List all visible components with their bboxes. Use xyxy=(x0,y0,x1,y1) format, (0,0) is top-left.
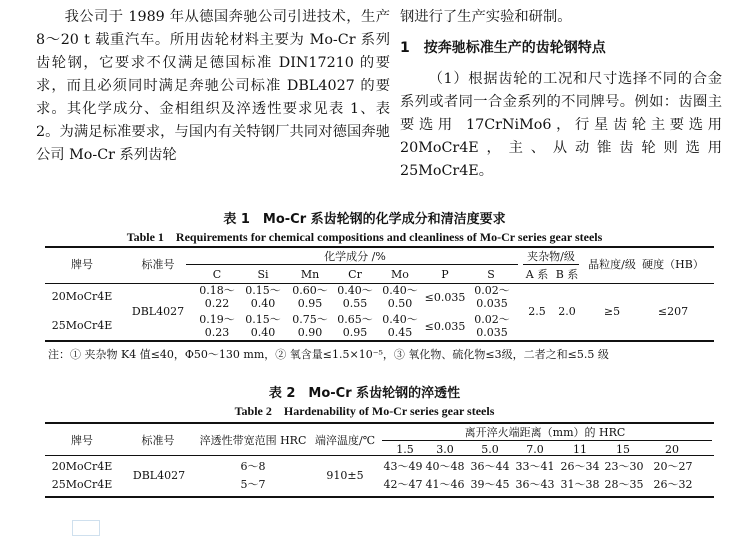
t1-head-grade: 牌号 xyxy=(71,258,93,271)
t1-row2-s-b: 0.035 xyxy=(476,326,508,339)
table2-caption-zh: 表 2 Mo-Cr 系齿轮钢的淬透性 xyxy=(268,386,461,401)
t1-row2-s-a: 0.02～ xyxy=(474,313,510,326)
t1-head-grain: 晶粒度/级 xyxy=(588,258,636,271)
t2-row2-v7: 26～32 xyxy=(653,478,693,491)
t2-head-standard: 标准号 xyxy=(141,434,175,447)
t1-row1-c-a: 0.18～ xyxy=(199,284,235,297)
t2-row1-band: 6～8 xyxy=(240,460,266,473)
table1-note: 注：① 夹杂物 K4 值≤40，Φ50～130 mm，② 氧含量≤1.5×10⁻⁵，③ 氧化物、硫化物≤3级，二者之和≤5.5 级 xyxy=(48,348,609,361)
t1-hardness: ≤207 xyxy=(657,305,689,318)
t1-head-cr: Cr xyxy=(348,268,362,281)
table1-inclusion-rule xyxy=(523,264,579,265)
t1-head-mn: Mn xyxy=(300,268,320,281)
t1-head-mo: Mo xyxy=(391,268,409,281)
t2-row1-v3: 36～44 xyxy=(470,460,510,473)
t2-temp: 910±5 xyxy=(326,469,364,482)
t1-row1-si-a: 0.15～ xyxy=(245,284,281,297)
t2-head-d1: 1.5 xyxy=(396,443,414,456)
t1-standard: DBL4027 xyxy=(131,305,185,318)
t1-head-si: Si xyxy=(257,268,269,281)
continuation-text: 钢进行了生产实验和研制。 xyxy=(400,9,572,25)
table1-bottom-rule xyxy=(45,340,714,342)
t1-head-c: C xyxy=(212,268,222,281)
t1-row1-mo-a: 0.40～ xyxy=(382,284,418,297)
t2-row2-v1: 42～47 xyxy=(383,478,423,491)
t1-row1-mn-b: 0.95 xyxy=(297,297,323,310)
watermark-logo xyxy=(72,520,100,536)
t1-row2-c-a: 0.19～ xyxy=(199,313,235,326)
t2-row2-v2: 41～46 xyxy=(425,478,465,491)
t2-head-d4: 7.0 xyxy=(526,443,544,456)
t1-row2-grade: 25MoCr4E xyxy=(51,319,113,332)
t1-row2-cr-b: 0.95 xyxy=(342,326,368,339)
t1-row1-c-b: 0.22 xyxy=(204,297,230,310)
t2-row2-v3: 39～45 xyxy=(470,478,510,491)
table1-composition-rule xyxy=(186,264,518,265)
t2-row2-band: 5～7 xyxy=(240,478,266,491)
t2-row2-v5: 31～38 xyxy=(560,478,600,491)
t1-row1-mo-b: 0.50 xyxy=(387,297,413,310)
t1-inclusion-a: 2.5 xyxy=(528,305,546,318)
t1-row1-s-a: 0.02～ xyxy=(474,284,510,297)
table2-top-rule xyxy=(45,422,714,424)
t1-row2-si-b: 0.40 xyxy=(250,326,276,339)
t1-head-composition: 化学成分 /% xyxy=(324,250,386,263)
t1-head-a: A 系 xyxy=(525,268,549,281)
t2-row2-v6: 28～35 xyxy=(604,478,644,491)
t2-head-d7: 20 xyxy=(665,443,679,456)
t1-row2-p: ≤0.035 xyxy=(424,320,466,333)
t2-head-distance: 离开淬火端距离（mm）的 HRC xyxy=(464,426,626,439)
t1-row1-cr-b: 0.55 xyxy=(342,297,368,310)
t2-head-d5: 11 xyxy=(573,443,587,456)
t1-head-s: S xyxy=(487,268,495,281)
t1-row2-mo-a: 0.40～ xyxy=(382,313,418,326)
t1-row1-s-b: 0.035 xyxy=(476,297,508,310)
t1-row1-mn-a: 0.60～ xyxy=(292,284,328,297)
table2-bottom-rule xyxy=(45,496,714,498)
table1-caption-en: Table 1 Requirements for chemical compositions and cleanliness of Mo-Cr series gear steels xyxy=(126,230,603,244)
t1-row1-grade: 20MoCr4E xyxy=(51,290,113,303)
t1-head-p: P xyxy=(441,268,449,281)
t2-head-d2: 3.0 xyxy=(436,443,454,456)
section-paragraph: （1）根据齿轮的工况和尺寸选择不同的合金系列或者同一合金系列的不同牌号。例如：齿圈主要选用 17CrNiMo6，行星齿轮主要选用 20MoCr4E，主、从动锥齿轮则选用 25MoCr4E。 xyxy=(400,71,722,179)
table2-distance-rule xyxy=(382,440,712,441)
t2-standard: DBL4027 xyxy=(132,469,186,482)
t1-row1-cr-a: 0.40～ xyxy=(337,284,373,297)
t2-head-band: 淬透性带宽范围 HRC xyxy=(199,434,307,447)
t1-row2-c-b: 0.23 xyxy=(204,326,230,339)
t1-head-b: B 系 xyxy=(555,268,579,281)
t1-grain: ≥5 xyxy=(603,305,621,318)
t1-row2-mn-a: 0.75～ xyxy=(292,313,328,326)
t1-head-hardness: 硬度（HB） xyxy=(642,258,704,271)
table2-caption-en: Table 2 Hardenability of Mo-Cr series gear steels xyxy=(234,404,495,418)
t1-row2-cr-a: 0.65～ xyxy=(337,313,373,326)
left-column xyxy=(36,6,390,167)
t2-row1-v4: 33～41 xyxy=(515,460,555,473)
t1-head-inclusions: 夹杂物/级 xyxy=(527,250,575,263)
t2-row2-grade: 25MoCr4E xyxy=(51,478,113,491)
right-column xyxy=(400,6,722,183)
t1-inclusion-b: 2.0 xyxy=(558,305,576,318)
t2-head-d3: 5.0 xyxy=(481,443,499,456)
intro-paragraph: 我公司于 1989 年从德国奔驰公司引进技术，生产 8～20 t 载重汽车。所用齿轮材料主要为 Mo-Cr 系列齿轮钢，它要求不仅满足德国标准 DIN17210 的要求，而且必须同时满足奔驰公司标准 DBL4027 的要求。其化学成分、金相组织及淬透性要求见表 1、表 2。为满足标准要求，与国内有关特钢厂共同对德国奔驰公司 Mo-Cr 系列齿轮 xyxy=(36,9,390,163)
t1-row1-p: ≤0.035 xyxy=(424,291,466,304)
t1-row2-mn-b: 0.90 xyxy=(297,326,323,339)
t1-row2-si-a: 0.15～ xyxy=(245,313,281,326)
t2-head-grade: 牌号 xyxy=(71,434,93,447)
t2-row1-grade: 20MoCr4E xyxy=(51,460,113,473)
t2-row1-v5: 26～34 xyxy=(560,460,600,473)
t1-head-standard: 标准号 xyxy=(141,258,175,271)
table1-top-rule xyxy=(45,246,714,248)
t2-head-temp: 端淬温度/℃ xyxy=(314,434,375,447)
table1-caption-zh: 表 1 Mo-Cr 系齿轮钢的化学成分和清洁度要求 xyxy=(223,212,506,227)
t2-row1-v1: 43～49 xyxy=(383,460,423,473)
t2-row1-v2: 40～48 xyxy=(425,460,465,473)
section-heading: 1 按奔驰标准生产的齿轮钢特点 xyxy=(400,40,606,56)
t2-row1-v7: 20～27 xyxy=(653,460,693,473)
t2-head-d6: 15 xyxy=(616,443,630,456)
t1-row1-si-b: 0.40 xyxy=(250,297,276,310)
t1-row2-mo-b: 0.45 xyxy=(387,326,413,339)
t2-row2-v4: 36～43 xyxy=(515,478,555,491)
t2-row1-v6: 23～30 xyxy=(604,460,644,473)
